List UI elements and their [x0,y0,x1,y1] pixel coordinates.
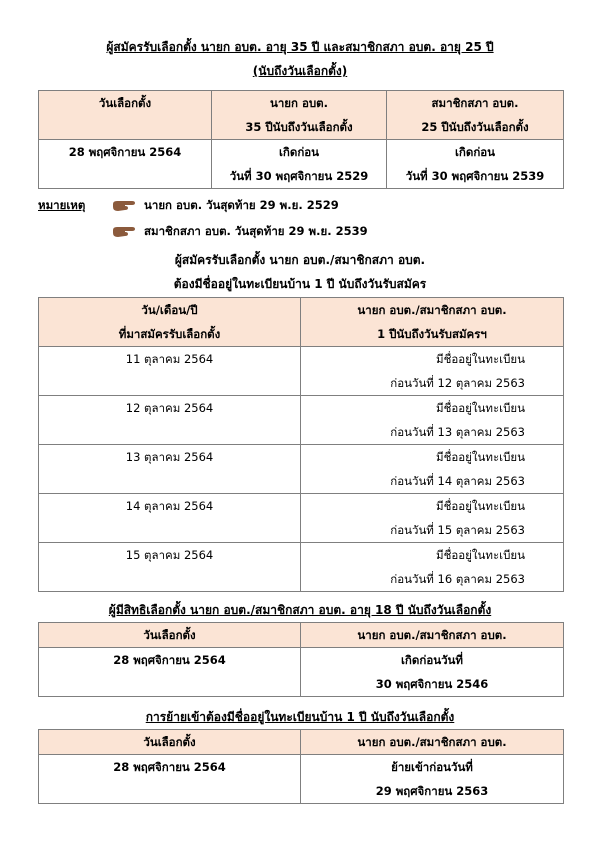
cell-move-in-before: ย้ายเข้าก่อนวันที่ 29 พฤศจิกายน 2563 [301,755,564,804]
table-header-row [39,730,564,755]
note-item: นายก อบต. วันสุดท้าย 29 พ.ย. 2529 [112,197,339,215]
move-in-table [38,729,564,804]
header-cell-registration: นายก อบต./สมาชิกสภา อบต. 1 ปีนับถึงวันรับสมัครฯ [301,298,564,347]
cell-mayor-birth: เกิดก่อน วันที่ 30 พฤศจิกายน 2529 [212,140,387,189]
header-cell-mayor-member: นายก อบต./สมาชิกสภา อบต. [301,623,564,648]
header-cell-election-date: วันเลือกตั้ง [39,91,212,140]
cell-registration: มีชื่ออยู่ในทะเบียน ก่อนวันที่ 12 ตุลาคม 2563 [301,347,564,396]
table-row [39,140,564,189]
header-cell-mayor-member: นายก อบต./สมาชิกสภา อบต. [301,730,564,755]
pointing-hand-icon [112,225,136,239]
cell-application-date: 11 ตุลาคม 2564 [39,347,301,396]
cell-application-date: 14 ตุลาคม 2564 [39,494,301,543]
cell-registration: มีชื่ออยู่ในทะเบียน ก่อนวันที่ 14 ตุลาคม 2563 [301,445,564,494]
table-row [39,755,564,804]
voter-title: ผู้มีสิทธิเลือกตั้ง นายก อบต./สมาชิกสภา อบต. อายุ 18 ปี นับถึงวันเลือกตั้ง [108,603,492,617]
note-label: หมายเหตุ [38,198,86,212]
cell-application-date: 15 ตุลาคม 2564 [39,543,301,592]
pointing-hand-icon [112,199,136,213]
table-row [39,543,564,592]
candidate-age-title: ผู้สมัครรับเลือกตั้ง นายก อบต. อายุ 35 ปี และสมาชิกสภา อบต. อายุ 25 ปี [106,40,494,54]
candidate-age-table [38,90,564,189]
cell-election-date: 28 พฤศจิกายน 2564 [39,648,301,697]
cell-registration: มีชื่ออยู่ในทะเบียน ก่อนวันที่ 16 ตุลาคม 2563 [301,543,564,592]
cell-election-date: 28 พฤศจิกายน 2564 [39,755,301,804]
cell-application-date: 13 ตุลาคม 2564 [39,445,301,494]
residency-table [38,297,564,592]
candidate-age-subtitle: (นับถึงวันเลือกตั้ง) [252,64,348,78]
table-row [39,494,564,543]
move-in-title: การย้ายเข้าต้องมีชื่ออยู่ในทะเบียนบ้าน 1 ปี นับถึงวันเลือกตั้ง [145,710,455,724]
voter-table [38,622,564,697]
header-cell-mayor: นายก อบต. 35 ปีนับถึงวันเลือกตั้ง [212,91,387,140]
cell-election-date: 28 พฤศจิกายน 2564 [39,140,212,189]
table-row [39,396,564,445]
table-row [39,648,564,697]
cell-application-date: 12 ตุลาคม 2564 [39,396,301,445]
header-cell-election-date: วันเลือกตั้ง [39,623,301,648]
cell-registration: มีชื่ออยู่ในทะเบียน ก่อนวันที่ 15 ตุลาคม 2563 [301,494,564,543]
residency-title: ผู้สมัครรับเลือกตั้ง นายก อบต./สมาชิกสภา อบต. [174,253,426,267]
table-row [39,347,564,396]
header-cell-election-date: วันเลือกตั้ง [39,730,301,755]
table-header-row [39,298,564,347]
residency-subtitle: ต้องมีชื่ออยู่ในทะเบียนบ้าน 1 ปี นับถึงวันรับสมัคร [173,277,427,291]
cell-birth-before: เกิดก่อนวันที่ 30 พฤศจิกายน 2546 [301,648,564,697]
table-header-row [39,91,564,140]
cell-registration: มีชื่ออยู่ในทะเบียน ก่อนวันที่ 13 ตุลาคม 2563 [301,396,564,445]
table-row [39,445,564,494]
note-item: สมาชิกสภา อบต. วันสุดท้าย 29 พ.ย. 2539 [112,223,368,241]
cell-member-birth: เกิดก่อน วันที่ 30 พฤศจิกายน 2539 [387,140,564,189]
table-header-row [39,623,564,648]
header-cell-application-date: วัน/เดือน/ปี ที่มาสมัครรับเลือกตั้ง [39,298,301,347]
header-cell-council-member: สมาชิกสภา อบต. 25 ปีนับถึงวันเลือกตั้ง [387,91,564,140]
